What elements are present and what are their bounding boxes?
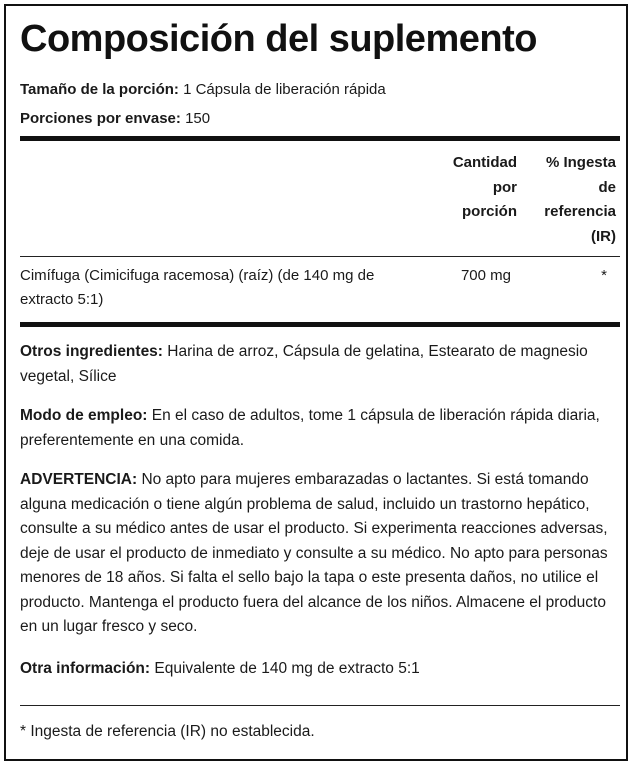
footnote: * Ingesta de referencia (IR) no establecida. [20, 723, 315, 740]
warning-text: No apto para mujeres embarazadas o lactantes. Si está tomando alguna medicación o tiene algún problema de salud, incluido un trastorno hepático, consulte a su médico antes de usar el producto. Si experimenta reacciones adversas, deje de usar el producto de inmediato y consulte a su médico. No apto para personas menores de 18 años. Si falta el sello bajo la tapa o este presenta daños, no utilice el producto. Mantenga el producto fuera del alcance de los niños. Almacene el producto en un lugar fresco y seco. [20, 471, 608, 635]
directions [20, 404, 620, 453]
directions-label: Modo de empleo: [20, 407, 148, 424]
directions-text: En el caso de adultos, tome 1 cápsula de liberación rápida diaria, preferentemente en una comida. [20, 407, 600, 449]
header-divider [20, 256, 620, 257]
serving-size-row [20, 80, 386, 100]
other-ingredients [20, 340, 620, 389]
supplement-facts-panel [4, 4, 628, 761]
warning [20, 468, 620, 640]
other-information-text: Equivalente de 140 mg de extracto 5:1 [154, 660, 420, 677]
ingredient-amount: 700 mg [460, 267, 511, 284]
other-information-label: Otra información: [20, 660, 151, 677]
other-ingredients-text: Harina de arroz, Cápsula de gelatina, Estearato de magnesio vegetal, Sílice [20, 343, 588, 385]
warning-label: ADVERTENCIA: [20, 471, 138, 488]
footnote-divider [20, 705, 620, 706]
other-information [20, 657, 620, 682]
serving-size-label: Tamaño de la porción: [20, 81, 179, 98]
reference-intake-header: % Ingesta de referencia (IR) [544, 154, 616, 245]
amount-per-serving-header: Cantidad por porción [452, 154, 517, 220]
panel-title: Composición del suplemento [20, 18, 537, 60]
serving-size-value: 1 Cápsula de liberación rápida [183, 81, 386, 98]
servings-per-container-row [20, 109, 210, 129]
other-ingredients-label: Otros ingredientes: [20, 343, 163, 360]
ingredient-name: Cimífuga (Cimicifuga racemosa) (raíz) (de 140 mg de extracto 5:1) [20, 267, 375, 308]
thick-divider-middle [20, 322, 620, 327]
servings-per-container-value: 150 [185, 110, 211, 127]
ingredient-ri-percent: * [601, 267, 607, 284]
servings-per-container-label: Porciones por envase: [20, 110, 181, 127]
thick-divider-top [20, 136, 620, 141]
